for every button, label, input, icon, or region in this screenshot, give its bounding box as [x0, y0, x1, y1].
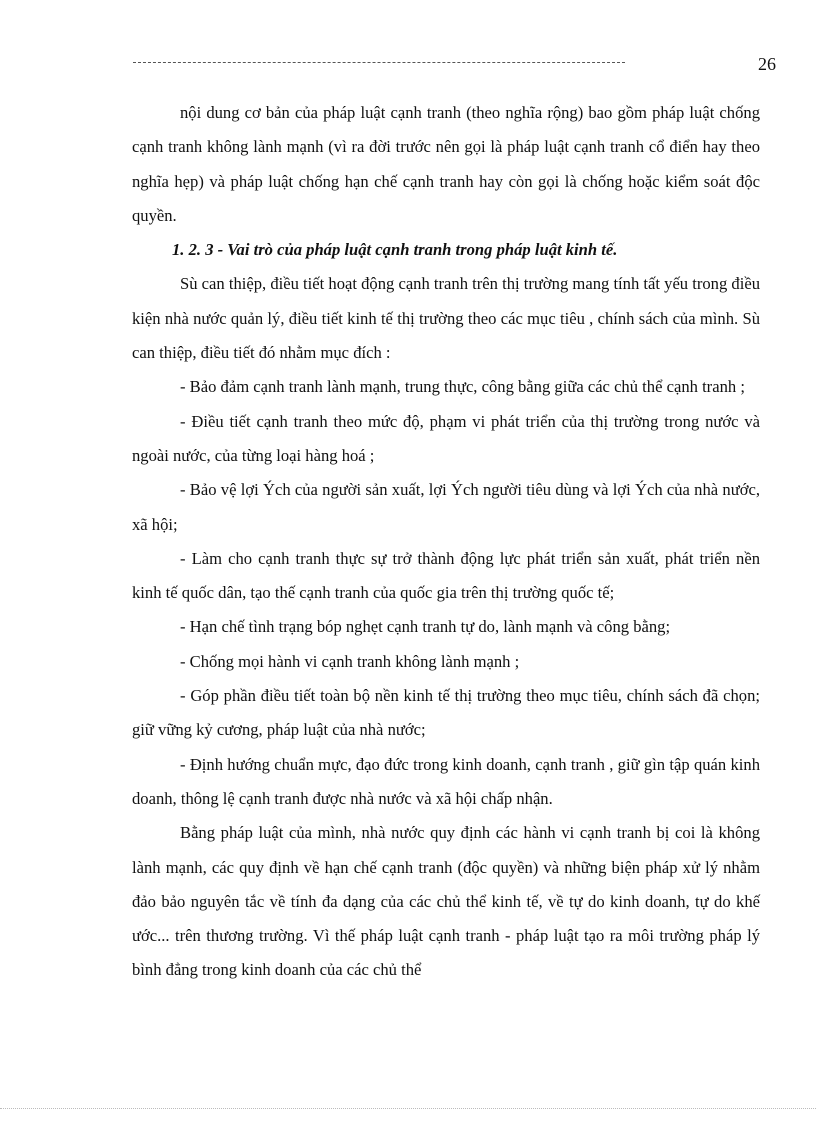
- footer-divider: [0, 1108, 816, 1109]
- body-text: [132, 96, 760, 988]
- list-item: - Định hướng chuẩn mực, đạo đức trong kinh doanh, cạnh tranh , giữ gìn tập quán kinh doanh, thông lệ cạnh tranh được nhà nước và xã hội chấp nhận.: [132, 754, 760, 808]
- section-heading: 1. 2. 3 - Vai trò của pháp luật cạnh tranh trong pháp luật kinh tế.: [172, 240, 618, 260]
- list-item: - Làm cho cạnh tranh thực sự trở thành động lực phát triển sản xuất, phát triển nền kinh tế quốc dân, tạo thế cạnh tranh của quốc gia trên thị trường quốc tế;: [132, 548, 760, 603]
- list-item: - Hạn chế tình trạng bóp nghẹt cạnh tranh tự do, lành mạnh và công bằng;: [180, 617, 671, 637]
- list-item: - Bảo vệ lợi Ých của người sản xuất, lợi Ých người tiêu dùng và lợi Ých của nhà nước, xã hội;: [132, 480, 760, 534]
- paragraph-intro: Sù can thiệp, điều tiết hoạt động cạnh tranh trên thị trường mang tính tất yếu trong điều kiện nhà nước quản lý, điều tiết kinh tế thị trường theo các mục tiêu , chính sách của mình. Sù can thiệp, điều tiết đó nhằm mục đích :: [132, 274, 760, 363]
- list-item: - Bảo đảm cạnh tranh lành mạnh, trung thực, công bằng giữa các chủ thể cạnh tranh ;: [180, 377, 745, 397]
- paragraph-continuation: nội dung cơ bản của pháp luật cạnh tranh (theo nghĩa rộng) bao gồm pháp luật chống cạnh tranh không lành mạnh (vì ra đời trước nên gọi là pháp luật cạnh tranh cổ điển hay theo nghĩa hẹp) và pháp luật chống hạn chế cạnh tranh hay còn gọi là chống hoặc kiểm soát độc quyền.: [132, 103, 760, 225]
- list-item: - Góp phần điều tiết toàn bộ nền kinh tế thị trường theo mục tiêu, chính sách đã chọn; giữ vững kỷ cương, pháp luật của nhà nước;: [132, 686, 760, 740]
- page-number: 26: [758, 54, 776, 74]
- header-divider: [133, 62, 625, 63]
- paragraph-conclusion: Bằng pháp luật của mình, nhà nước quy định các hành vi cạnh tranh bị coi là không lành mạnh, các quy định về hạn chế cạnh tranh (độc quyền) và những biện pháp xử lý nhằm đảo bảo nguyên tắc về tính đa dạng của các chủ thể kinh tế, về tự do kinh doanh, tự do khế ước... trên thương trường. Vì thế pháp luật cạnh tranh - pháp luật tạo ra môi trường pháp lý bình đẳng trong kinh doanh của các chủ thể: [132, 823, 760, 980]
- list-item: - Điều tiết cạnh tranh theo mức độ, phạm vi phát triển của thị trường trong nước và ngoài nước, của từng loại hàng hoá ;: [132, 411, 760, 465]
- list-item: - Chống mọi hành vi cạnh tranh không lành mạnh ;: [180, 651, 520, 671]
